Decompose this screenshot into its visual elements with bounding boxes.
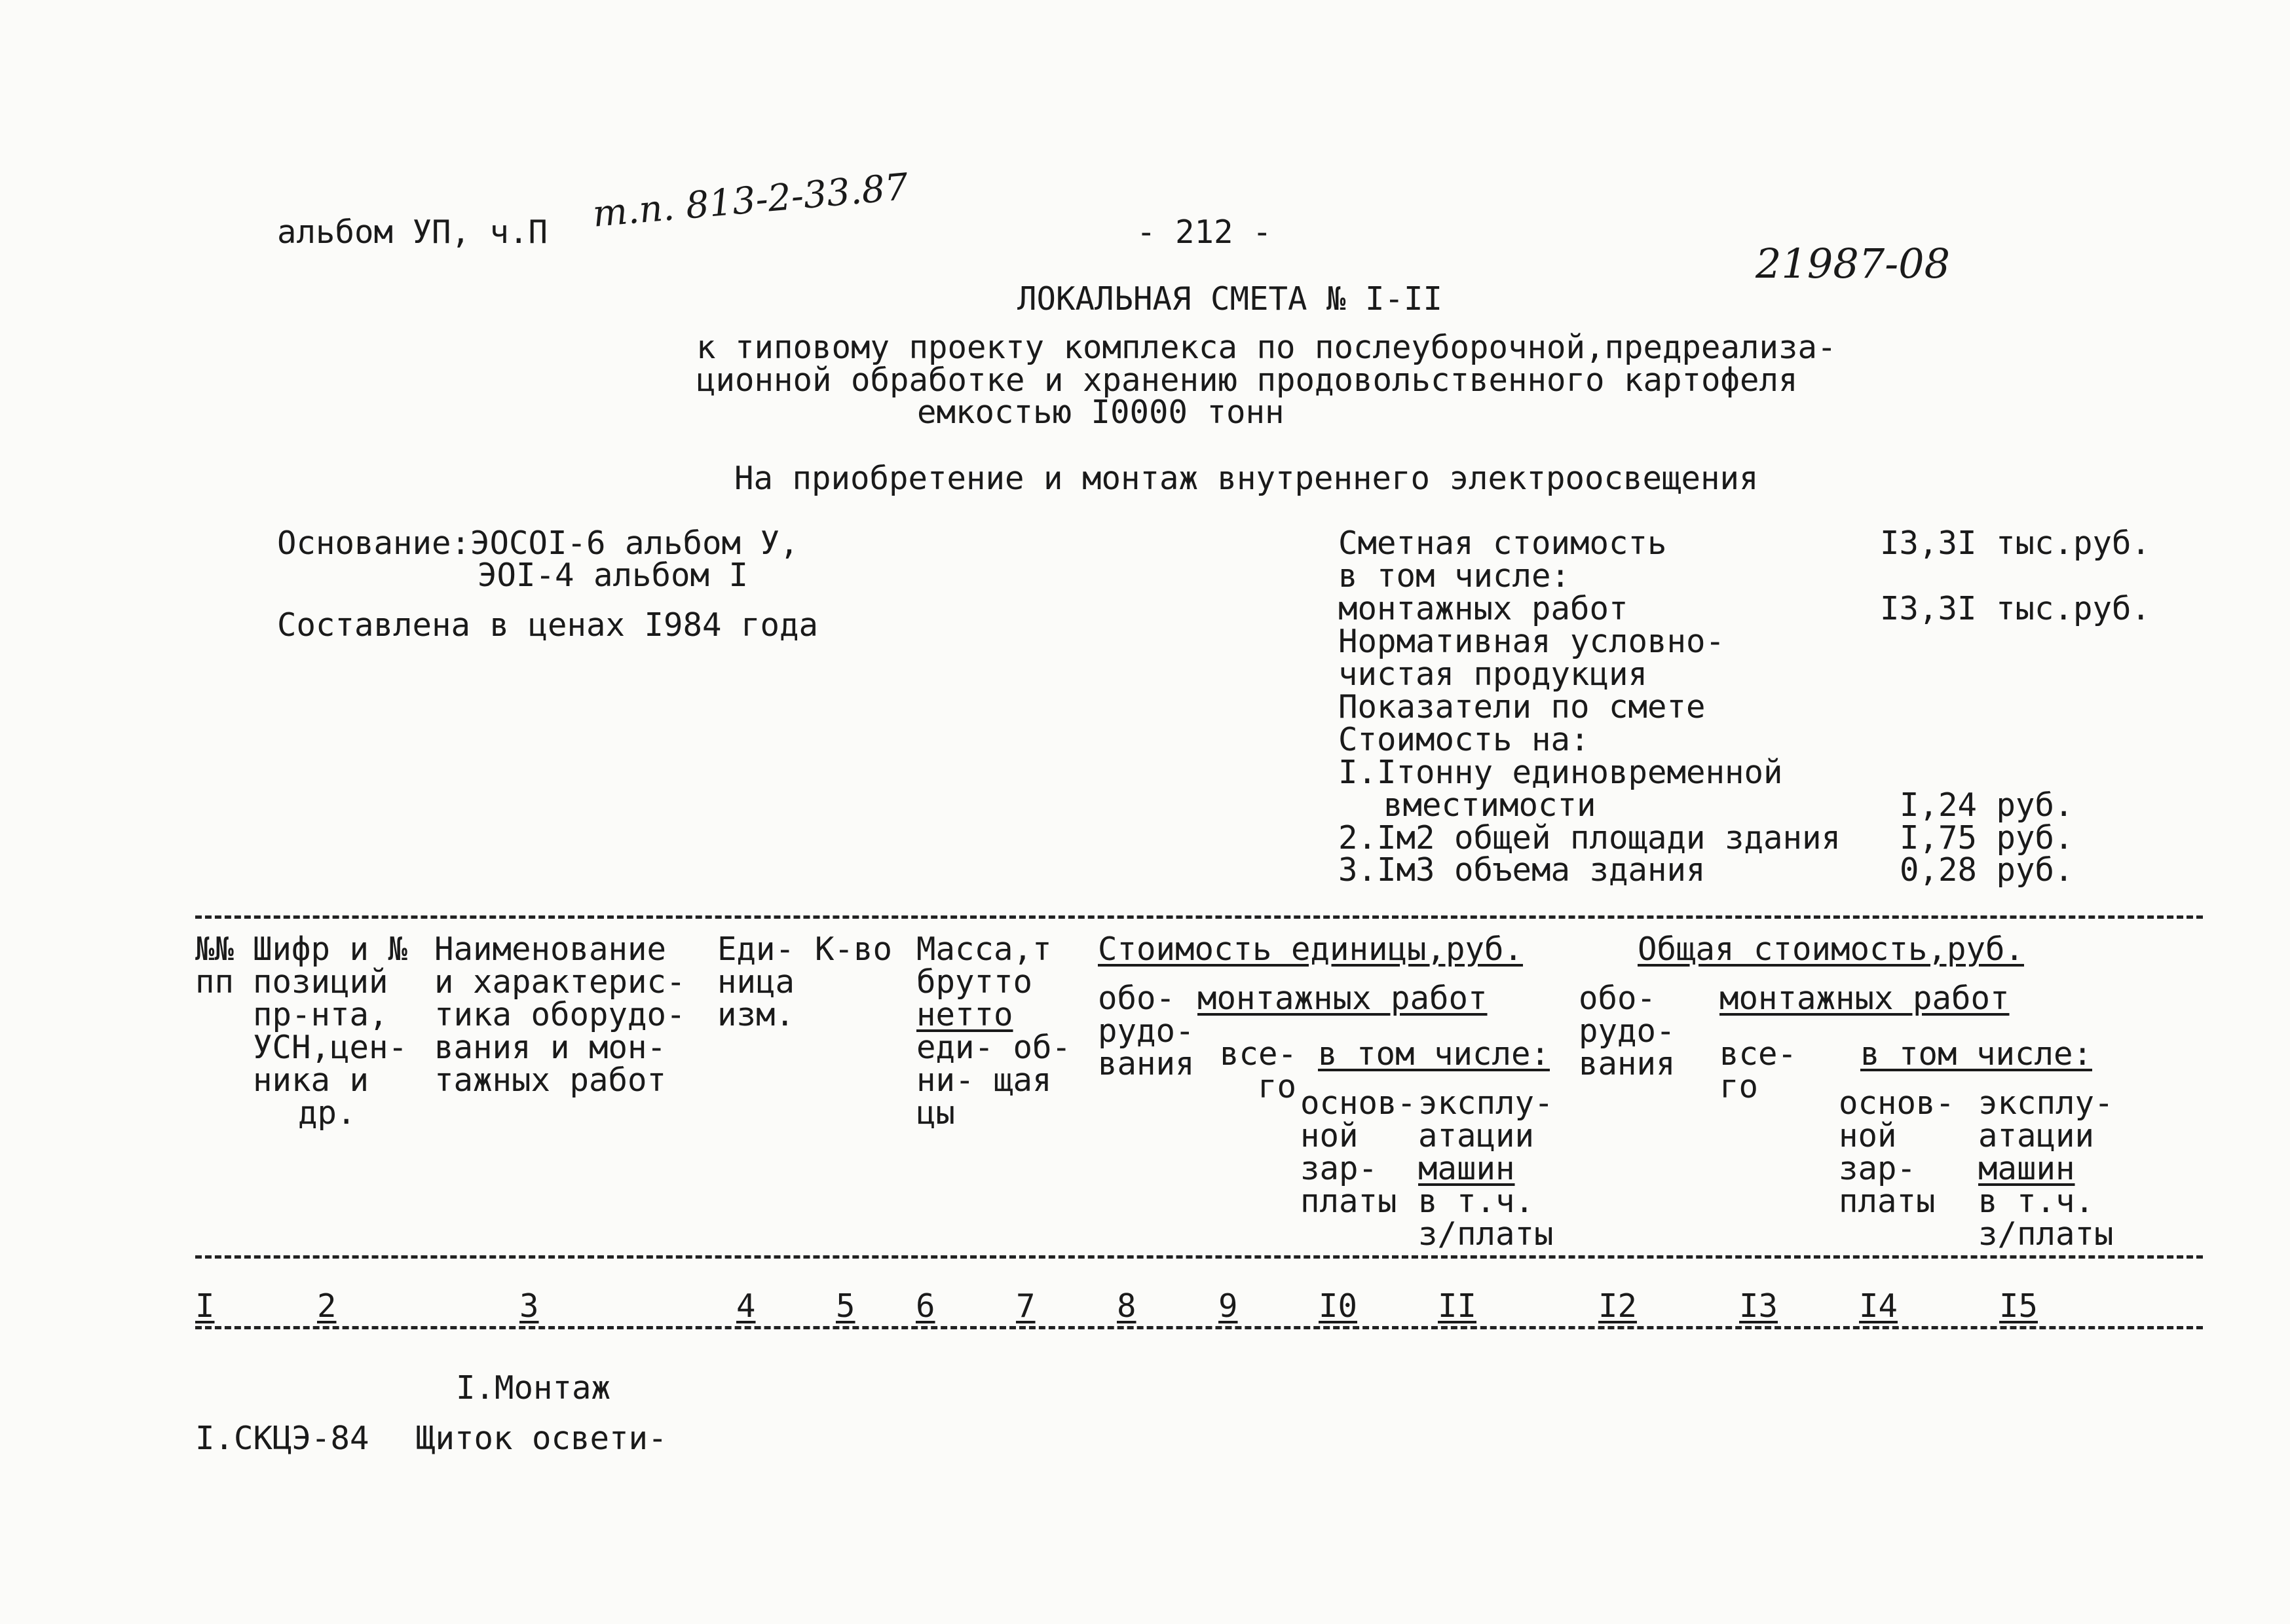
column-number-9: 9 [1218,1287,1238,1325]
column-number-10: I0 [1319,1287,1358,1325]
header-unit-basic-2: ной [1300,1117,1359,1154]
header-unit-basic-4: платы [1300,1183,1397,1220]
title-line-2: ционной обработке и хранению продовольственного картофеля [696,361,1798,399]
cost-per-label: Стоимость на: [1338,721,1590,758]
row-1-name: Щиток освети- [416,1420,667,1457]
indicator-1-line-2: вместимости [1383,786,1596,824]
title-line-1: к типовому проекту комплекса по послеуборочной,предреализа- [696,329,1837,366]
header-code-3: пр-нта, [253,996,388,1033]
column-number-3: 3 [519,1287,539,1325]
header-total-basic-3: зар- [1839,1150,1917,1187]
header-unit-machines-4: в т.ч. [1418,1183,1535,1220]
column-number-6: 6 [916,1287,935,1325]
header-total-machines-3: машин [1978,1150,2075,1187]
header-unit-basic-1: основ- [1300,1084,1417,1122]
header-unit-machines-3: машин [1418,1150,1515,1187]
header-code-2: позиций [253,963,388,1001]
header-mass-4: еди- об- [916,1029,1072,1066]
basis-line-1: Основание:ЭОСОI-6 альбом У, [277,525,799,562]
header-name-4: вания и мон- [434,1029,667,1066]
header-unit-total-2: го [1258,1068,1297,1105]
column-number-7: 7 [1016,1287,1036,1325]
column-number-2: 2 [317,1287,337,1325]
handwritten-project-code: т.п. 813-2-33.87 [591,166,910,236]
header-unit-total-1: все- [1220,1035,1298,1073]
header-unit-equip-1: обо- [1098,980,1176,1017]
table-top-rule [195,915,2203,919]
header-code-1: Шифр и № [253,931,408,968]
column-number-1: I [195,1287,215,1325]
table-header-bottom-rule [195,1255,2203,1259]
header-total-cost: Общая стоимость,руб. [1638,931,2025,968]
column-number-5: 5 [836,1287,855,1325]
header-name-5: тажных работ [434,1061,667,1099]
header-unit-machines-1: эксплу- [1418,1084,1554,1122]
column-number-4: 4 [736,1287,756,1325]
header-unit-incl: в том числе: [1318,1035,1550,1073]
mounting-works-label: монтажных работ [1338,590,1628,627]
including-label: в том числе: [1338,557,1571,595]
header-total-basic-1: основ- [1839,1084,1955,1122]
section-title: I.Монтаж [456,1369,611,1407]
header-unit-basic-3: зар- [1300,1150,1378,1187]
header-code-4: УСН,цен- [253,1029,408,1066]
header-total-machines-1: эксплу- [1978,1084,2114,1122]
header-total-machines-2: атации [1978,1117,2095,1154]
header-unit-equip-3: вания [1098,1045,1195,1082]
indicators-label: Показатели по смете [1338,688,1706,726]
header-mass-3: нетто [916,996,1013,1033]
header-total-basic-4: платы [1839,1183,1936,1220]
header-unit-1: Еди- [717,931,795,968]
header-total-equip-3: вания [1579,1045,1676,1082]
header-name-2: и характерис- [434,963,686,1001]
header-code-6: др. [298,1094,356,1132]
header-unit-equip-2: рудо- [1098,1012,1195,1050]
header-quantity: К-во [815,931,893,968]
header-code-5: ника и [253,1061,369,1099]
header-total-equip-2: рудо- [1579,1012,1676,1050]
header-mass-2: брутто [916,963,1033,1001]
indicator-2-value: I,75 руб. [1900,819,2074,857]
row-1-code: I.СКЦЭ-84 [195,1420,369,1457]
prices-basis: Составлена в ценах I984 года [277,606,819,644]
mounting-works-value: I3,3I тыс.руб. [1880,590,2151,627]
header-unit-2: ница [717,963,795,1001]
page-number: - 212 - [1136,213,1272,251]
header-unit-3: изм. [717,996,795,1033]
column-number-8: 8 [1117,1287,1136,1325]
estimated-cost-value: I3,3I тыс.руб. [1880,525,2151,562]
normative-product-line-1: Нормативная условно- [1338,623,1725,660]
header-unit-machines-5: з/платы [1418,1215,1554,1253]
title-line-3: емкостью I0000 тонн [917,394,1285,431]
indicator-3-value: 0,28 руб. [1900,851,2074,889]
header-name-1: Наименование [434,931,667,968]
header-mass-1: Масса,т [916,931,1052,968]
album-reference: альбом УП, ч.П [277,213,548,251]
estimate-title: ЛОКАЛЬНАЯ СМЕТА № I-II [1017,280,1443,318]
normative-product-line-2: чистая продукция [1338,655,1648,693]
column-number-13: I3 [1739,1287,1778,1325]
handwritten-sheet-code: 21987-08 [1755,240,1951,287]
header-total-basic-2: ной [1839,1117,1897,1154]
header-unit-mounting: монтажных работ [1197,980,1488,1017]
header-mass-5: ни- щая [916,1061,1052,1099]
header-total-total-1: все- [1719,1035,1797,1073]
header-total-incl: в том числе: [1860,1035,2093,1073]
indicator-2-label: 2.Iм2 общей площади здания [1338,819,1841,857]
estimate-subject: На приобретение и монтаж внутреннего электроосвещения [734,460,1759,497]
header-name-3: тика оборудо- [434,996,686,1033]
column-number-12: I2 [1598,1287,1638,1325]
header-total-machines-4: в т.ч. [1978,1183,2095,1220]
column-number-11: II [1438,1287,1477,1325]
basis-line-2: ЭОI-4 альбом I [478,557,749,594]
column-number-14: I4 [1859,1287,1898,1325]
header-col-number-1: №№ [195,931,235,968]
indicator-1-value: I,24 руб. [1900,786,2074,824]
column-numbers-rule [195,1326,2203,1329]
header-mass-6: цы [916,1094,956,1132]
indicator-3-label: 3.Iм3 объема здания [1338,851,1706,889]
header-unit-machines-2: атации [1418,1117,1535,1154]
estimated-cost-label: Сметная стоимость [1338,525,1667,562]
header-total-machines-5: з/платы [1978,1215,2114,1253]
column-number-15: I5 [1999,1287,2038,1325]
header-total-total-2: го [1719,1068,1759,1105]
header-total-mounting: монтажных работ [1719,980,2010,1017]
header-total-equip-1: обо- [1579,980,1657,1017]
indicator-1-line-1: I.Iтонну единовременной [1338,754,1783,791]
header-unit-cost: Стоимость единицы,руб. [1098,931,1524,968]
header-col-number-2: пп [195,963,235,1001]
